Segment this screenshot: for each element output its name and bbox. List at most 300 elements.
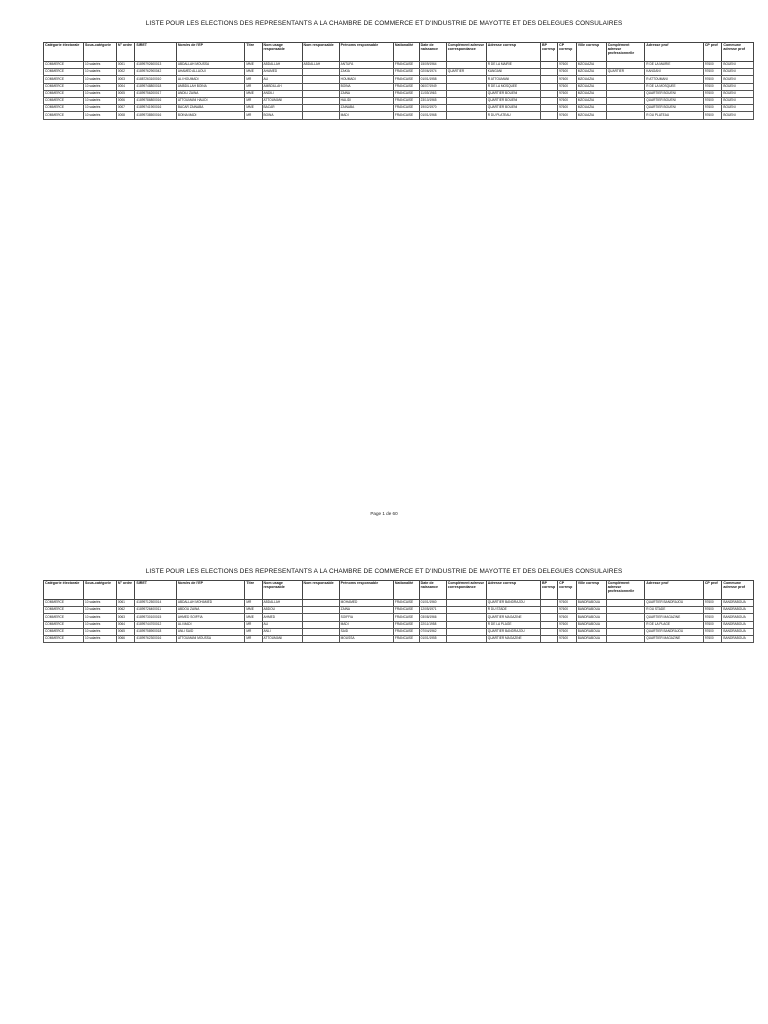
table-cell: ABDALLAH (262, 62, 302, 69)
table-cell: 41887263100010 (135, 76, 176, 83)
table-cell: BANDRABOUA (576, 635, 606, 642)
table-cell: QUARTIER BOUENI (486, 97, 540, 104)
table-cell: ZAINABA (339, 105, 393, 112)
table-cell: FRANCAISE (393, 62, 419, 69)
column-header: Complément adresse professionnelle (606, 43, 645, 62)
page-number: Page 1 de 60 (370, 511, 398, 516)
table-row (44, 97, 754, 104)
table-cell: BOUENI (722, 112, 754, 119)
table-cell: BANDRABOUA (722, 600, 754, 607)
column-header: Commune adresse prof (722, 43, 754, 62)
table-cell: R DU STADE (645, 607, 704, 614)
table-cell: COMMERCE (44, 607, 84, 614)
column-header: N° ordre (116, 43, 135, 62)
table-cell: 12/05/1971 (419, 607, 446, 614)
column-header: Prénoms responsable (339, 581, 393, 600)
table-cell: 41899792600013 (135, 62, 176, 69)
table-cell: BOUENI (722, 105, 754, 112)
table-row (44, 69, 754, 76)
table-cell (302, 105, 339, 112)
table-cell (302, 628, 339, 635)
table-cell: BOUENI (722, 62, 754, 69)
table-cell: 41899758900018 (135, 628, 176, 635)
table-cell (302, 90, 339, 97)
table-cell (606, 62, 645, 69)
table-cell: 07/04/1962 (419, 628, 446, 635)
table-cell: 10 salariés (83, 69, 116, 76)
table-cell: 97600 (558, 90, 577, 97)
table-cell: COMMERCE (44, 97, 84, 104)
table-cell: MME (245, 69, 262, 76)
table-cell: AMBDILLAH (262, 83, 302, 90)
table-cell (302, 97, 339, 104)
table-cell: 10 salariés (83, 112, 116, 119)
table-cell: 10 salariés (83, 635, 116, 642)
table-cell (606, 83, 645, 90)
table-cell (302, 621, 339, 628)
column-header: Nom usage responsable (262, 581, 302, 600)
table-cell: ZAINA (339, 607, 393, 614)
table-cell (606, 628, 645, 635)
table-cell: 0001 (116, 62, 135, 69)
table-cell (446, 607, 486, 614)
table-cell: AHAMED (262, 69, 302, 76)
table-cell: ALI MADI (176, 621, 245, 628)
table-cell: QUARTIER (606, 69, 645, 76)
column-header: Sous-catégorie (83, 581, 116, 600)
table-cell: MR (245, 628, 262, 635)
column-header: Nom/rs de l'EP (176, 581, 245, 600)
table-cell: COMMERCE (44, 600, 84, 607)
table-cell: 97600 (558, 83, 577, 90)
table-cell: MME (245, 62, 262, 69)
column-header: Prénoms responsable (339, 43, 393, 62)
table-cell: 41899748800018 (135, 83, 176, 90)
table-cell: 97600 (558, 112, 577, 119)
table-cell: BANDRABOUA (576, 614, 606, 621)
table-cell: FRANCAISE (393, 635, 419, 642)
table-cell (541, 105, 558, 112)
table-cell: 97600 (703, 62, 722, 69)
table-header-row (44, 581, 754, 600)
table-cell: MME (245, 90, 262, 97)
table-row (44, 600, 754, 607)
table-cell: FRANCAISE (393, 69, 419, 76)
table-cell: 01/01/1958 (419, 76, 446, 83)
column-header: Date de naissance (419, 581, 446, 600)
table-cell: COMMERCE (44, 83, 84, 90)
table-cell: 0002 (116, 69, 135, 76)
table-cell: BOUENI (722, 76, 754, 83)
column-header: Sous-catégorie (83, 43, 116, 62)
table-cell: 0063 (116, 614, 135, 621)
table-cell: SOIFFIA (339, 614, 393, 621)
table-cell: 97600 (558, 614, 577, 621)
table-cell: MR (245, 83, 262, 90)
table-cell: QUARTIER MAGAZINE (645, 635, 704, 642)
table-cell: ANLI SAID (176, 628, 245, 635)
table-row (44, 76, 754, 83)
table-body (44, 600, 754, 643)
table-cell: FRANCAISE (393, 90, 419, 97)
table-cell (541, 614, 558, 621)
table-cell: MZOUAZIA (576, 90, 606, 97)
table-cell: QUARTIER MAGAZINE (645, 614, 704, 621)
table-cell: QUARTIER BANDRAJOU (645, 628, 704, 635)
column-header: Date de naissance (419, 43, 446, 62)
table-row (44, 105, 754, 112)
table-cell: QUARTIER BANDRAJOU (486, 600, 540, 607)
table-cell: BOINA MADI (176, 112, 245, 119)
table-cell: R ATTOUMANI (645, 76, 704, 83)
table-cell (541, 62, 558, 69)
column-header: N° ordre (116, 581, 135, 600)
table-cell: COMMERCE (44, 62, 84, 69)
table-cell: 41899786800016 (135, 97, 176, 104)
table-cell: ANDILI (262, 90, 302, 97)
table-cell (446, 600, 486, 607)
table-cell: BANDRABOUA (722, 628, 754, 635)
table-cell: 97600 (558, 635, 577, 642)
table-cell: MZOUAZIA (576, 62, 606, 69)
table-cell (446, 621, 486, 628)
table-cell: MME (245, 105, 262, 112)
table-cell: KANGANI (645, 69, 704, 76)
table-cell: BOUENI (722, 90, 754, 97)
column-header: CP corresp (558, 43, 577, 62)
table-cell (541, 635, 558, 642)
table-cell (606, 607, 645, 614)
column-header: Complément adresse professionnelle (606, 581, 645, 600)
table-cell: MZOUAZIA (576, 97, 606, 104)
table-cell: QUARTIER BOUENI (486, 90, 540, 97)
table-cell: FRANCAISE (393, 614, 419, 621)
table-cell: QUARTIER BANDRAJOU (645, 600, 704, 607)
table-cell: MOHAMED (339, 600, 393, 607)
table-cell: 15/09/1964 (419, 62, 446, 69)
table-cell: 06/07/1949 (419, 83, 446, 90)
table-cell: 97600 (703, 105, 722, 112)
column-header: Commune adresse prof (722, 581, 754, 600)
column-header: Catégorie électorale (44, 43, 84, 62)
table-cell: R ATTOUMANI (486, 76, 540, 83)
table-cell: ALI (262, 621, 302, 628)
column-header: Nom/rs de l'EP (176, 43, 245, 62)
column-header: Adresse corresp (486, 581, 540, 600)
table-cell: COMMERCE (44, 105, 84, 112)
column-header: Nom responsable (302, 43, 339, 62)
table-cell: MR (245, 621, 262, 628)
table-cell: MR (245, 600, 262, 607)
table-cell (302, 635, 339, 642)
table-cell: QUARTIER BOUENI (645, 105, 704, 112)
table-cell (446, 614, 486, 621)
electoral-list-table (43, 580, 754, 643)
column-header: BP corresp (541, 43, 558, 62)
table-cell: ABDALLAH MOUSSA (176, 62, 245, 69)
table-cell (606, 600, 645, 607)
table-cell: AMBDILLAH BOINA (176, 83, 245, 90)
table-cell: QUARTIER BOUENI (645, 90, 704, 97)
table-cell: MME (245, 607, 262, 614)
table-cell: FRANCAISE (393, 76, 419, 83)
table-row (44, 607, 754, 614)
column-header: Ville corresp (576, 43, 606, 62)
table-cell: BANDRABOUA (722, 607, 754, 614)
table-cell: QUARTIER MAGAZINE (486, 614, 540, 621)
table-cell: BANDRABOUA (576, 607, 606, 614)
table-cell: R DE LA MAIRIE (645, 62, 704, 69)
table-cell: 10 salariés (83, 614, 116, 621)
table-cell: ABDALLAH (262, 600, 302, 607)
table-cell (541, 83, 558, 90)
table-cell: FRANCAISE (393, 607, 419, 614)
table-cell: 0062 (116, 607, 135, 614)
table-cell: KANGANI (486, 69, 540, 76)
table-cell: R DU STADE (486, 607, 540, 614)
table-row (44, 83, 754, 90)
table-cell: AHMED (262, 614, 302, 621)
table-cell: BANDRABOUA (576, 628, 606, 635)
table-cell: BOUENI (722, 83, 754, 90)
column-header: Titre (245, 581, 262, 600)
table-cell: BANDRABOUA (722, 621, 754, 628)
table-cell: ATTOUMANI (262, 97, 302, 104)
table-cell: ABDALLAH MOHAMED (176, 600, 245, 607)
table-cell: 10 salariés (83, 607, 116, 614)
table-cell (446, 97, 486, 104)
table-cell (606, 112, 645, 119)
table-cell: MZOUAZIA (576, 83, 606, 90)
table-cell: MME (245, 614, 262, 621)
table-cell: 97600 (703, 600, 722, 607)
column-header: Nom responsable (302, 581, 339, 600)
table-row (44, 112, 754, 119)
table-cell: 41899730100015 (135, 614, 176, 621)
table-cell: MR (245, 112, 262, 119)
table-cell (606, 105, 645, 112)
table-cell: COMMERCE (44, 635, 84, 642)
table-cell: AHAMED ALLAOUI (176, 69, 245, 76)
table-cell: COMMERCE (44, 112, 84, 119)
table-cell: 0064 (116, 621, 135, 628)
table-cell: 97600 (558, 76, 577, 83)
table-cell: R DE LA PLAGE (645, 621, 704, 628)
table-cell: BACAR (262, 105, 302, 112)
table-cell: 23/10/1965 (419, 97, 446, 104)
table-cell (541, 76, 558, 83)
table-cell: 10 salariés (83, 62, 116, 69)
table-cell: 97600 (703, 76, 722, 83)
table-cell: MOUSSA (339, 635, 393, 642)
table-cell: BANDRABOUA (722, 635, 754, 642)
column-header: Ville corresp (576, 581, 606, 600)
column-header: Complément adresse correspondance (446, 581, 486, 600)
table-cell: R DE LA MOSQUEE (486, 83, 540, 90)
electoral-list-table (43, 42, 754, 120)
table-cell (606, 621, 645, 628)
table-cell: 0006 (116, 97, 135, 104)
table-cell: 97600 (558, 97, 577, 104)
table-cell: COMMERCE (44, 76, 84, 83)
table-cell: 41899756200017 (135, 90, 176, 97)
table-cell: QUARTIER BOUENI (645, 97, 704, 104)
table-cell: 10 salariés (83, 76, 116, 83)
table-cell: 02/06/1974 (419, 69, 446, 76)
table-cell: COMMERCE (44, 614, 84, 621)
column-header: BP corresp (541, 581, 558, 600)
table-cell (541, 607, 558, 614)
table-cell: ANLI (262, 628, 302, 635)
table-cell (302, 607, 339, 614)
document-title: LISTE POUR LES ELECTIONS DES REPRESENTANTS A LA CHAMBRE DE COMMERCE ET D'INDUSTRIE DE MAYOTTE ET DES DELEGUES CONSULAIRES (145, 20, 623, 27)
table-cell (446, 635, 486, 642)
table-cell: BANDRABOUA (576, 600, 606, 607)
table-cell: COMMERCE (44, 628, 84, 635)
table-cell (446, 628, 486, 635)
table-cell: COMMERCE (44, 90, 84, 97)
table-cell: 97600 (558, 607, 577, 614)
table-cell: BANDRABOUA (722, 614, 754, 621)
table-cell: ANTUFA (339, 62, 393, 69)
table-cell: SAID (339, 628, 393, 635)
table-cell: FRANCAISE (393, 600, 419, 607)
table-cell: 0065 (116, 628, 135, 635)
table-cell: 10 salariés (83, 83, 116, 90)
table-cell: ZAKIA (339, 69, 393, 76)
table-cell: HALIDI (339, 97, 393, 104)
table-cell (541, 628, 558, 635)
table-cell: 10 salariés (83, 628, 116, 635)
table-cell: QUARTIER BANDRAJOU (486, 628, 540, 635)
column-header: CP prof (703, 581, 722, 600)
table-cell: 0004 (116, 83, 135, 90)
table-cell: BOINA (339, 83, 393, 90)
table-cell (606, 97, 645, 104)
table-cell: MZOUAZIA (576, 69, 606, 76)
table-cell: BOUENI (722, 97, 754, 104)
table-cell: 41899762900042 (135, 69, 176, 76)
column-header: SIRET (135, 43, 176, 62)
table-cell (606, 614, 645, 621)
table-cell (446, 62, 486, 69)
table-cell: 97600 (558, 628, 577, 635)
table-row (44, 621, 754, 628)
table-cell: 01/01/1955 (419, 635, 446, 642)
table-cell: 97600 (558, 600, 577, 607)
table-cell (606, 90, 645, 97)
table-cell: BOINA (262, 112, 302, 119)
table-cell: ATTOUMANI HALIDI (176, 97, 245, 104)
table-cell (541, 90, 558, 97)
table-cell: 97600 (558, 62, 577, 69)
table-cell: ALI HOUMADI (176, 76, 245, 83)
table-cell: 41899762300016 (135, 635, 176, 642)
table-cell: ATTOUMANI (262, 635, 302, 642)
table-cell: BANDRABOUA (576, 621, 606, 628)
table-cell (541, 97, 558, 104)
table-cell: FRANCAISE (393, 628, 419, 635)
table-header-row (44, 43, 754, 62)
table-cell: FRANCAISE (393, 97, 419, 104)
table-row (44, 62, 754, 69)
table-cell: 97600 (703, 628, 722, 635)
column-header: Catégorie électorale (44, 581, 84, 600)
table-cell: ZAINA (339, 90, 393, 97)
table-cell: 41899738500016 (135, 112, 176, 119)
table-cell (606, 76, 645, 83)
column-header: CP corresp (558, 581, 577, 600)
table-cell: COMMERCE (44, 621, 84, 628)
table-cell: 10 salariés (83, 97, 116, 104)
table-cell: FRANCAISE (393, 621, 419, 628)
table-cell: MZOUAZIA (576, 76, 606, 83)
column-header: Adresse prof (645, 43, 704, 62)
table-cell: FRANCAISE (393, 105, 419, 112)
table-body (44, 62, 754, 120)
table-cell: 97600 (703, 90, 722, 97)
table-cell: 41899744700012 (135, 621, 176, 628)
table-cell: MR (245, 76, 262, 83)
table-cell: QUARTIER (446, 69, 486, 76)
document-title: LISTE POUR LES ELECTIONS DES REPRESENTANTS A LA CHAMBRE DE COMMERCE ET D'INDUSTRIE DE MAYOTTE ET DES DELEGUES CONSULAIRES (145, 568, 623, 575)
column-header: SIRET (135, 581, 176, 600)
table-cell: 97600 (703, 112, 722, 119)
table-cell: 10 salariés (83, 105, 116, 112)
table-cell: 10 salariés (83, 621, 116, 628)
table-cell (302, 600, 339, 607)
table-cell: MZOUAZIA (576, 112, 606, 119)
table-cell (446, 83, 486, 90)
table-cell: 97600 (558, 69, 577, 76)
table-cell: 10 salariés (83, 90, 116, 97)
table-cell: ANDILI ZAINA (176, 90, 245, 97)
table-row (44, 90, 754, 97)
table-cell (541, 600, 558, 607)
table-cell: 0007 (116, 105, 135, 112)
table-row (44, 628, 754, 635)
table-cell (446, 76, 486, 83)
table-cell: MR (245, 97, 262, 104)
table-row (44, 635, 754, 642)
table-cell: R DE LA MAIRIE (486, 62, 540, 69)
table-cell: 97600 (703, 621, 722, 628)
table-cell: 0061 (116, 600, 135, 607)
table-cell: AHMED SOIFFIA (176, 614, 245, 621)
table-cell: ATTOUMANI MOUSSA (176, 635, 245, 642)
table-cell (541, 69, 558, 76)
table-cell: MADI (339, 621, 393, 628)
table-cell: 97600 (703, 83, 722, 90)
table-cell: 19/02/1970 (419, 105, 446, 112)
table-cell: QUARTIER BOUENI (486, 105, 540, 112)
table-cell: R DU PLATEAU (486, 112, 540, 119)
table-cell: FRANCAISE (393, 83, 419, 90)
table-cell (541, 621, 558, 628)
table-cell: 97600 (703, 97, 722, 104)
column-header: Nationalité (393, 43, 419, 62)
table-cell: QUARTIER MAGAZINE (486, 635, 540, 642)
table-cell: 41899712500014 (135, 600, 176, 607)
column-header: Complément adresse correspondance (446, 43, 486, 62)
column-header: Adresse prof (645, 581, 704, 600)
table-cell: 41899741900016 (135, 105, 176, 112)
table-cell: BOUENI (722, 69, 754, 76)
column-header: Titre (245, 43, 262, 62)
table-cell: MR (245, 635, 262, 642)
table-cell: R DU PLATEAU (645, 112, 704, 119)
column-header: Adresse corresp (486, 43, 540, 62)
